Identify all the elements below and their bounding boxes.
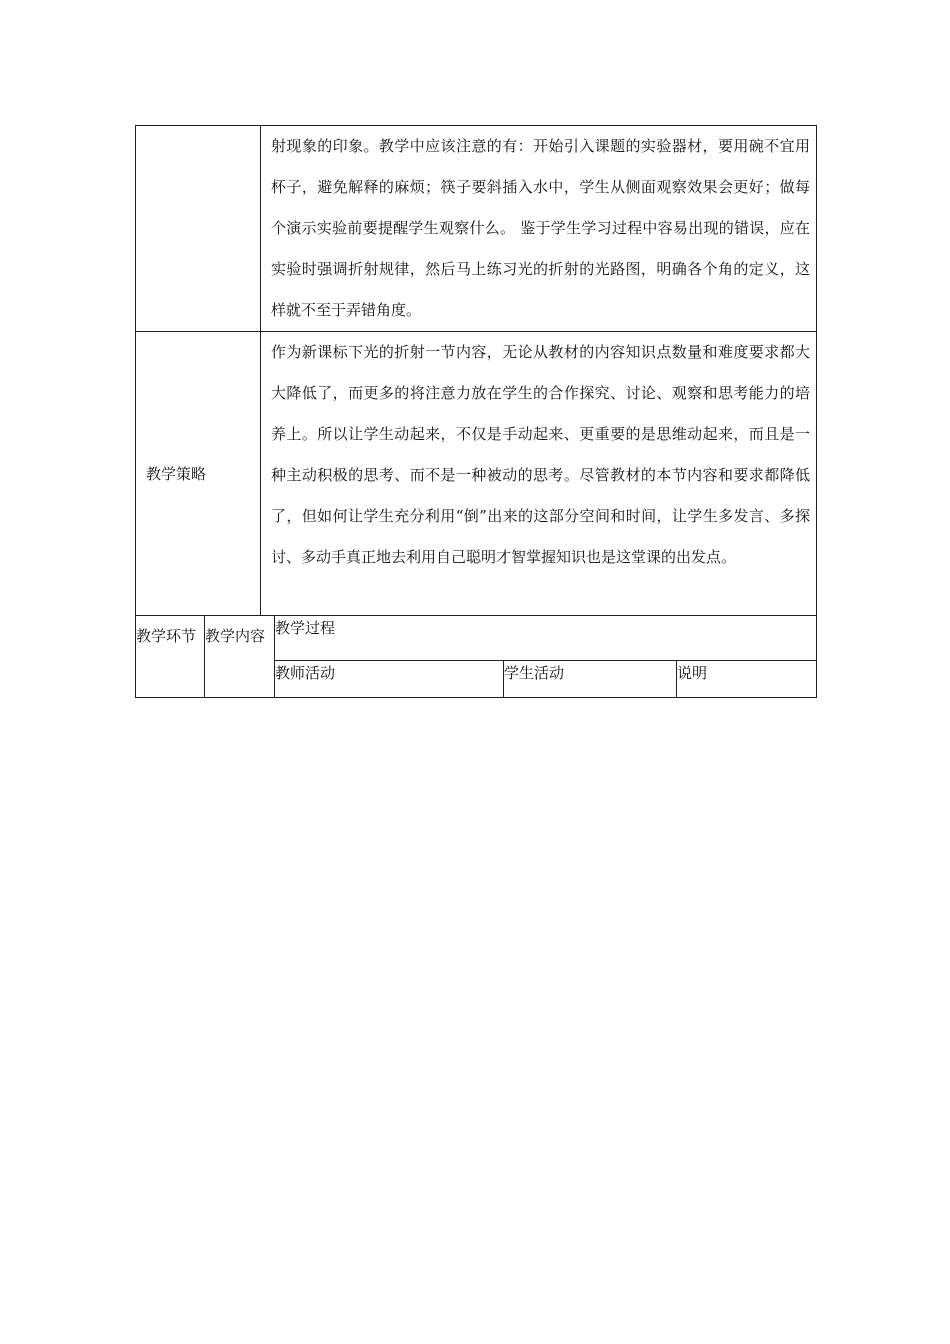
table-row	[136, 332, 817, 616]
header-note: 说明	[677, 661, 817, 698]
table-row	[136, 126, 817, 332]
row-label-cell	[136, 126, 261, 332]
lesson-plan-table	[135, 125, 816, 698]
header-content: 教学内容	[205, 616, 275, 698]
reflection-paragraph: 射现象的印象。教学中应该注意的有：开始引入课题的实验器材，要用碗不宜用杯子，避免解释的麻烦；筷子要斜插入水中，学生从侧面观察效果会更好；做每个演示实验前要提醒学生观察什么。 鉴于学生学习过程中容易出现的错误，应在实验时强调折射规律，然后马上练习光的折射的光路图，明确各个角的定义，这样就不至于弄错角度。	[271, 137, 811, 319]
strategy-label-cell	[136, 332, 261, 616]
header-section: 教学环节	[136, 616, 205, 698]
strategy-paragraph: 作为新课标下光的折射一节内容，无论从教材的内容知识点数量和难度要求都大大降低了，而更多的将注意力放在学生的合作探究、讨论、观察和思考能力的培养上。所以让学生动起来，不仅是手动起来、更重要的是思维动起来，而且是一种主动积极的思考、而不是一种被动的思考。尽管教材的本节内容和要求都降低了，但如何让学生充分利用“倒”出来的这部分空间和时间，让学生多发言、多探讨、多动手真正地去利用自己聪明才智掌握知识也是这堂课的出发点。	[271, 343, 811, 566]
strategy-text-cell	[261, 332, 817, 616]
header-process: 教学过程	[275, 616, 817, 661]
table-header-row	[136, 616, 817, 661]
reflection-text-cell	[261, 126, 817, 332]
header-teacher-activity: 教师活动	[275, 661, 504, 698]
header-student-activity: 学生活动	[504, 661, 677, 698]
strategy-label: 教学策略	[146, 465, 207, 483]
